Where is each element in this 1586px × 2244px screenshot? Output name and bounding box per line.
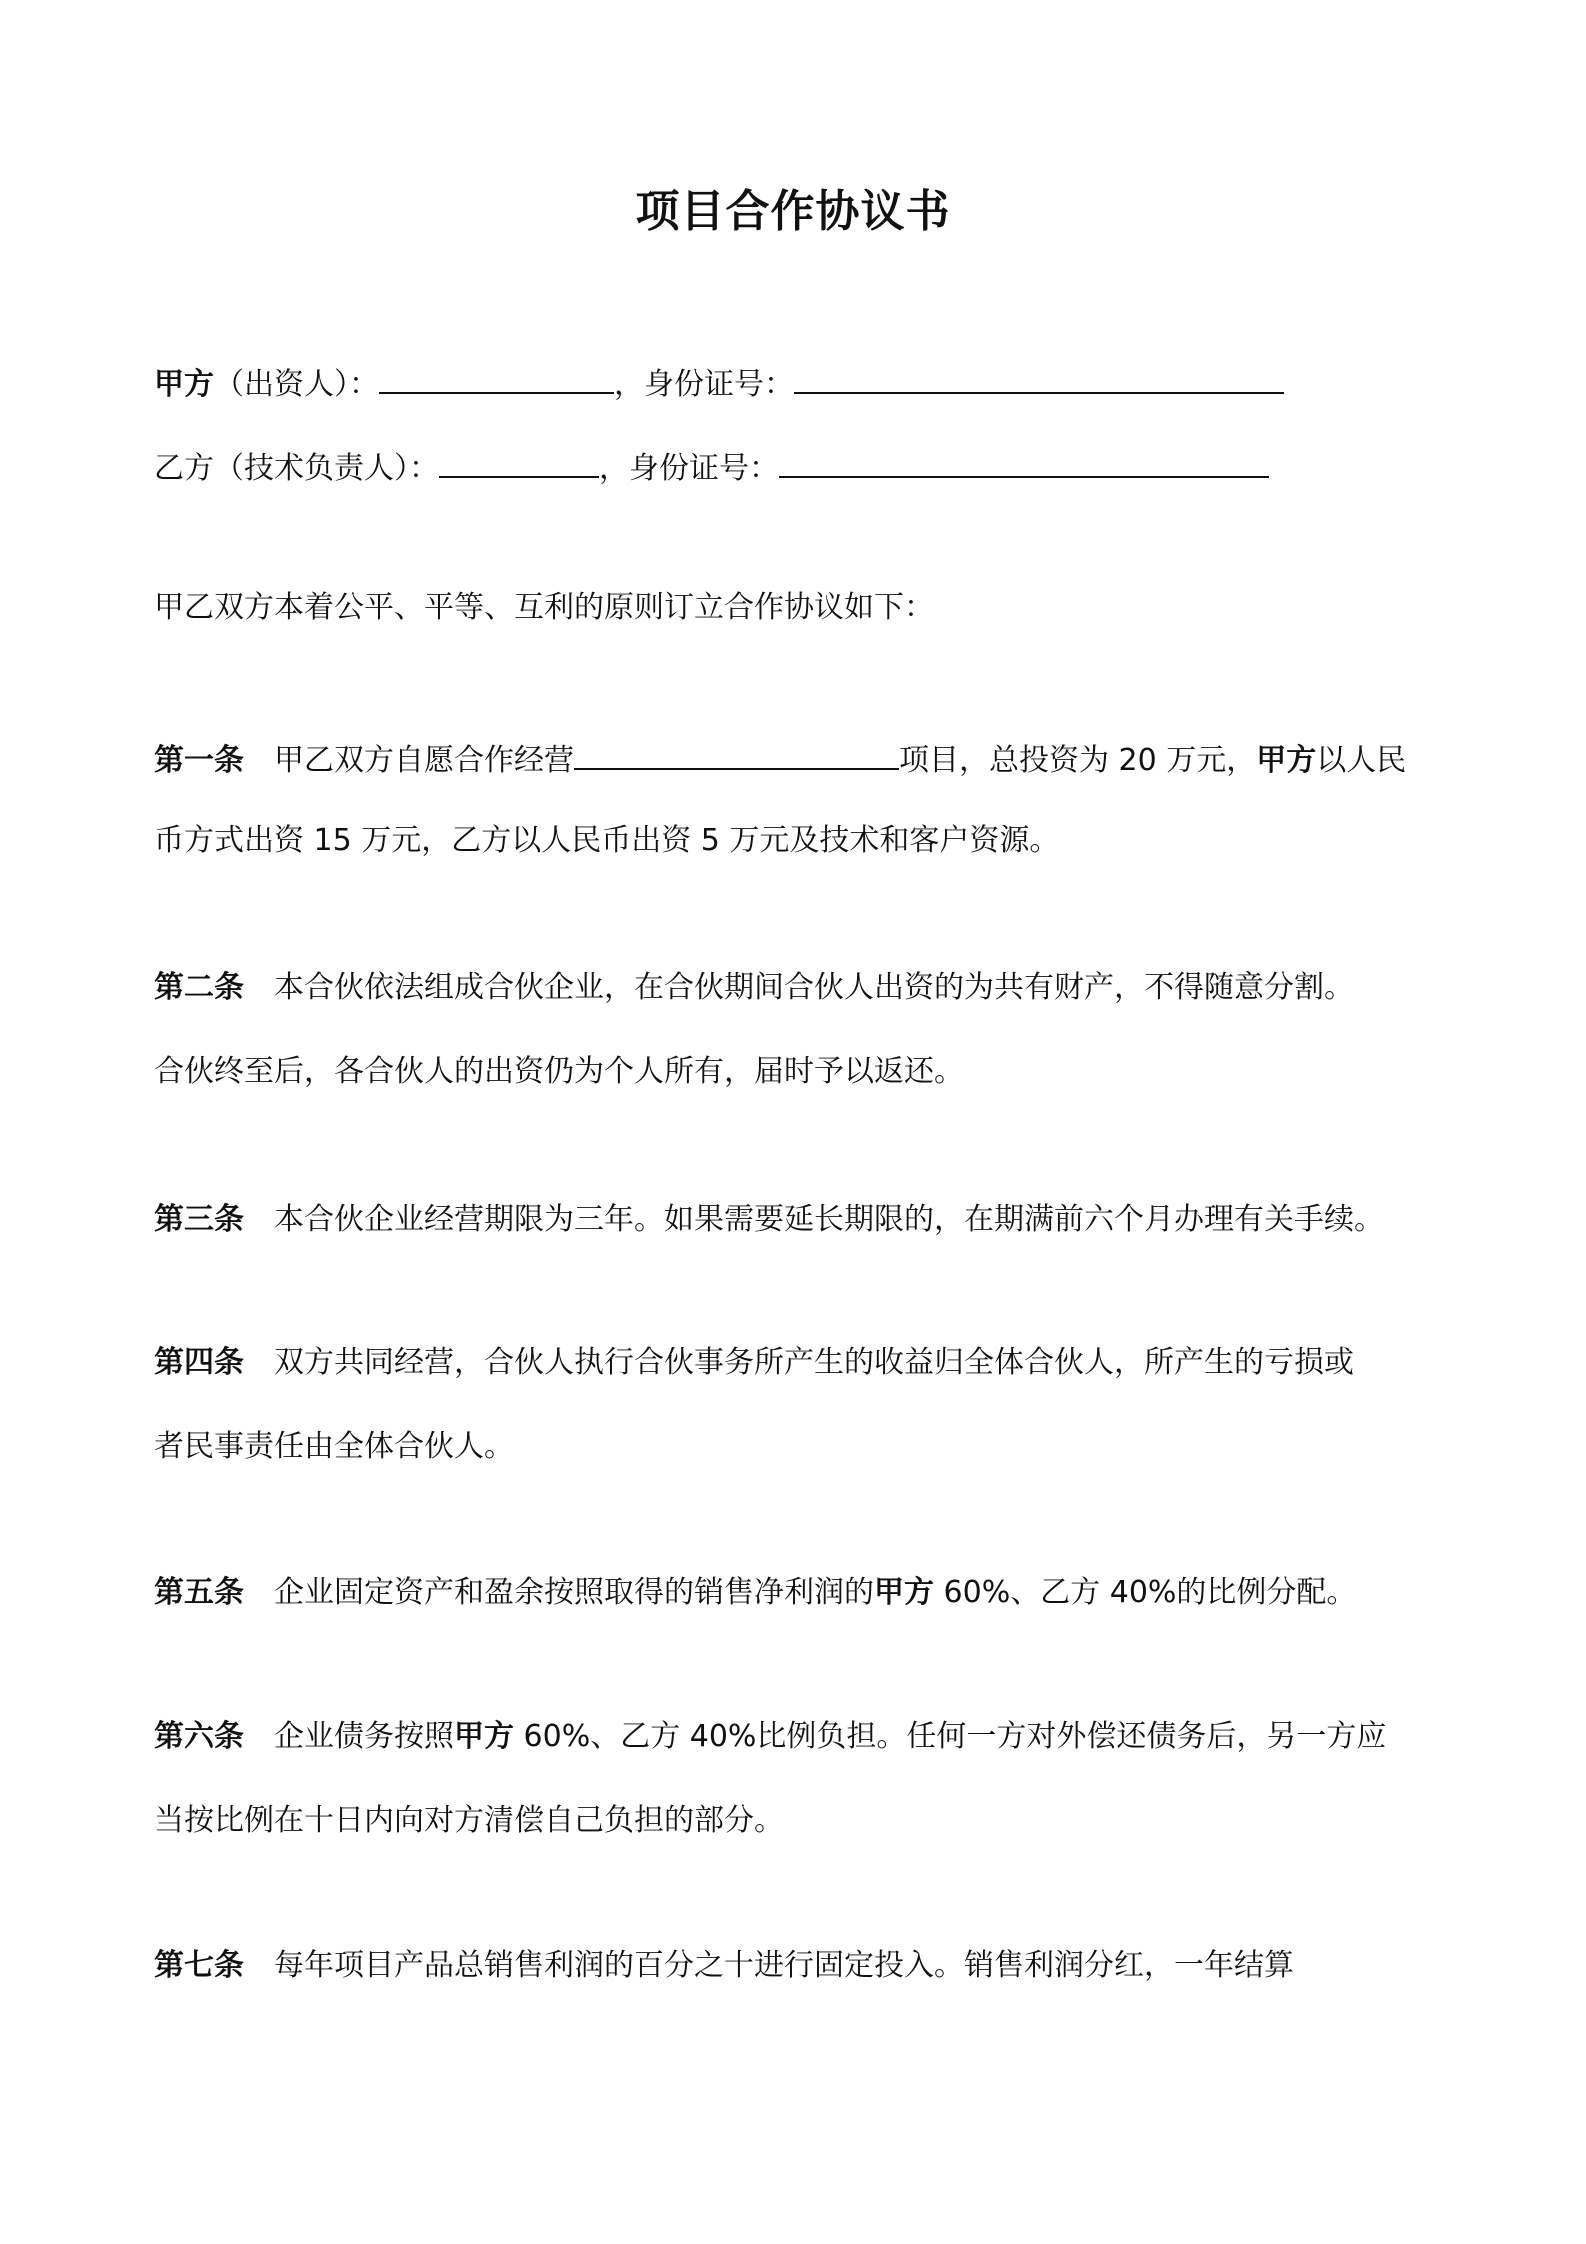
document-title: 项目合作协议书 (635, 186, 951, 237)
article-5-text: 企业固定资产和盈余按照取得的销售净利润的 (274, 1575, 874, 1610)
article-6-party-a: 甲方 (454, 1719, 514, 1754)
party-b-line (154, 446, 1454, 489)
article-1-line-1 (154, 738, 1454, 781)
article-1-text: 甲乙双方自愿合作经营 (274, 743, 574, 778)
article-2-text: 本合伙依法组成合伙企业，在合伙期间合伙人出资的为共有财产，不得随意分割。 (274, 970, 1354, 1005)
party-a-label: 甲方 (154, 367, 214, 402)
article-5-line-1 (154, 1573, 1454, 1613)
article-3-text: 本合伙企业经营期限为三年。如果需要延长期限的，在期满前六个月办理有关手续。 (274, 1202, 1384, 1237)
article-4-line-1 (154, 1343, 1454, 1383)
party-a-name-blank[interactable] (379, 362, 614, 394)
party-b-name-blank[interactable] (439, 446, 599, 478)
article-6-line-1 (154, 1717, 1454, 1757)
article-2-line-1 (154, 968, 1454, 1008)
article-4-line-2: 者民事责任由全体合伙人。 (154, 1429, 514, 1464)
article-2-line-2: 合伙终至后，各合伙人的出资仍为个人所有，届时予以返还。 (154, 1054, 964, 1089)
article-1-line-2: 币方式出资 15 万元，乙方以人民币出资 5 万元及技术和客户资源。 (154, 823, 1060, 858)
article-1-heading: 第一条 (154, 743, 244, 778)
article-1-text: 项目，总投资为 20 万元， (899, 743, 1257, 778)
party-b-id-blank[interactable] (779, 446, 1269, 478)
article-1-party-a: 甲方 (1256, 743, 1317, 778)
party-a-line (154, 362, 1454, 405)
project-name-blank[interactable] (574, 738, 899, 770)
party-a-role: （出资人）： (214, 367, 379, 402)
article-7-line-1 (154, 1946, 1454, 1986)
article-6-line-2: 当按比例在十日内向对方清偿自己负担的部分。 (154, 1803, 784, 1838)
article-3-heading: 第三条 (154, 1202, 244, 1237)
article-5-party-a: 甲方 (874, 1575, 934, 1610)
article-5-text: 60%、乙方 40%的比例分配。 (934, 1575, 1357, 1610)
party-b-id-label: ，身份证号： (599, 451, 779, 486)
article-4-heading: 第四条 (154, 1345, 244, 1380)
article-7-text: 每年项目产品总销售利润的百分之十进行固定投入。销售利润分红，一年结算 (274, 1948, 1294, 1983)
intro-paragraph: 甲乙双方本着公平、平等、互利的原则订立合作协议如下： (154, 590, 934, 625)
article-2-heading: 第二条 (154, 970, 244, 1005)
article-6-heading: 第六条 (154, 1719, 244, 1754)
party-a-id-blank[interactable] (794, 362, 1284, 394)
article-5-heading: 第五条 (154, 1575, 244, 1610)
article-3-line-1 (154, 1200, 1454, 1240)
article-6-text: 企业债务按照 (274, 1719, 454, 1754)
article-1-text: 以人民 (1316, 743, 1407, 778)
article-6-text: 60%、乙方 40%比例负担。任何一方对外偿还债务后，另一方应 (514, 1719, 1387, 1754)
party-b-label: 乙方（技术负责人）： (154, 451, 439, 486)
article-7-heading: 第七条 (154, 1948, 244, 1983)
party-a-id-label: ，身份证号： (614, 367, 794, 402)
article-4-text: 双方共同经营，合伙人执行合伙事务所产生的收益归全体合伙人，所产生的亏损或 (274, 1345, 1354, 1380)
